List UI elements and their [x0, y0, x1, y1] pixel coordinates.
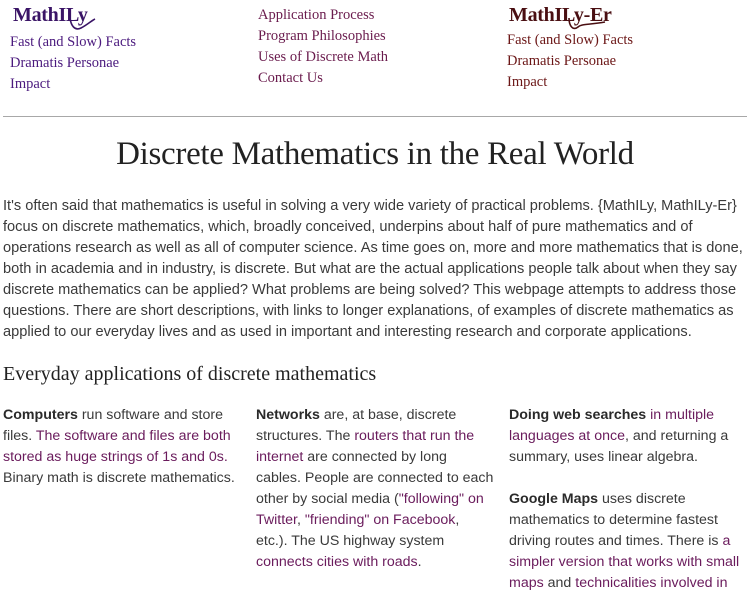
- nav-link-program-philosophies[interactable]: Program Philosophies: [258, 28, 386, 44]
- column-search-maps: [509, 405, 749, 615]
- intro-paragraph: It's often said that mathematics is useful in solving a very wide variety of practical problems. {MathILy, MathILy-Er} focus on discrete mathematics, which, broadly conceived, underpins about half of pure mathematics and of operations research as well as all of computer science. As time goes on, more and more mathematics that is done, both in academia and in industry, is discrete. But what are the actual applications people talk about when they say discrete mathematics can be applied? What problems are being solved? This webpage attempts to address those questions. There are short descriptions, with links to longer explanations, of examples of discrete mathematics as applied to our everyday lives and as used in important and interesting research and corporate applications.: [3, 198, 743, 340]
- link-friending-facebook[interactable]: "friending" on Facebook: [304, 512, 456, 528]
- link-following-twitter[interactable]: "following" on Twitter: [256, 491, 484, 528]
- mathily-logo-text: MathILy: [13, 4, 88, 26]
- nav-link-er-impact[interactable]: Impact: [507, 74, 548, 90]
- link-technicalities[interactable]: technicalities involved in: [575, 575, 728, 591]
- text: are, at base, discrete structures. The: [256, 407, 457, 444]
- mathily-er-logo-text: MathILy-Er: [509, 4, 612, 26]
- logo-swash-icon: [509, 4, 619, 34]
- header-divider: [3, 116, 747, 117]
- link-multiple-languages[interactable]: in multiple languages at once: [509, 407, 715, 444]
- column-computers: [3, 405, 235, 510]
- text: , etc.). The US highway system: [256, 512, 460, 549]
- text: .: [417, 554, 422, 570]
- link-simpler-version-small-maps[interactable]: a simpler version that works with small maps: [509, 533, 740, 591]
- nav-link-er-dramatis-personae[interactable]: Dramatis Personae: [507, 53, 617, 69]
- mathily-er-logo[interactable]: [509, 4, 612, 30]
- link-connects-cities-roads[interactable]: connects cities with roads: [256, 554, 418, 570]
- column-networks: [256, 405, 494, 594]
- nav-link-fast-facts[interactable]: Fast (and Slow) Facts: [10, 34, 137, 50]
- text: run software and store files.: [3, 407, 223, 444]
- text: uses discrete mathematics to determine fastest driving routes and times. There is: [509, 491, 723, 549]
- websearch-paragraph: [509, 405, 749, 468]
- mathily-nav-column: [10, 0, 136, 95]
- text: and: [543, 575, 576, 591]
- logo-swash-icon: [13, 4, 113, 34]
- section-heading: Everyday applications of discrete mathematics: [3, 363, 377, 385]
- link-routers-internet[interactable]: routers that run the internet: [256, 428, 475, 465]
- mathily-er-nav-column: [507, 0, 633, 93]
- networks-paragraph: [256, 405, 494, 573]
- text: Binary math is discrete mathematics.: [3, 470, 235, 486]
- nav-link-contact-us[interactable]: Contact Us: [258, 70, 323, 86]
- page-title: Discrete Mathematics in the Real World: [116, 136, 634, 172]
- nav-link-uses-of-discrete-math[interactable]: Uses of Discrete Math: [258, 49, 389, 65]
- general-nav-column: [258, 5, 388, 89]
- text: ,: [297, 512, 305, 528]
- nav-link-dramatis-personae[interactable]: Dramatis Personae: [10, 55, 120, 71]
- networks-term: Networks: [256, 407, 320, 423]
- link-software-files-binary[interactable]: The software and files are both stored as huge strings of 1s and 0s.: [3, 428, 231, 465]
- computers-term: Computers: [3, 407, 78, 423]
- computers-paragraph: [3, 405, 235, 489]
- maps-term: Google Maps: [509, 491, 599, 507]
- text: are connected by long cables. People are connected to each other by social media (: [256, 449, 494, 507]
- websearch-term: Doing web searches: [509, 407, 647, 423]
- maps-paragraph: [509, 489, 749, 594]
- text: , and returning a summary, uses linear algebra.: [509, 428, 729, 465]
- top-navigation: [0, 0, 750, 112]
- nav-link-application-process[interactable]: Application Process: [258, 7, 375, 23]
- nav-link-impact[interactable]: Impact: [10, 76, 51, 92]
- mathily-logo[interactable]: [13, 4, 88, 32]
- nav-link-er-fast-facts[interactable]: Fast (and Slow) Facts: [507, 32, 634, 48]
